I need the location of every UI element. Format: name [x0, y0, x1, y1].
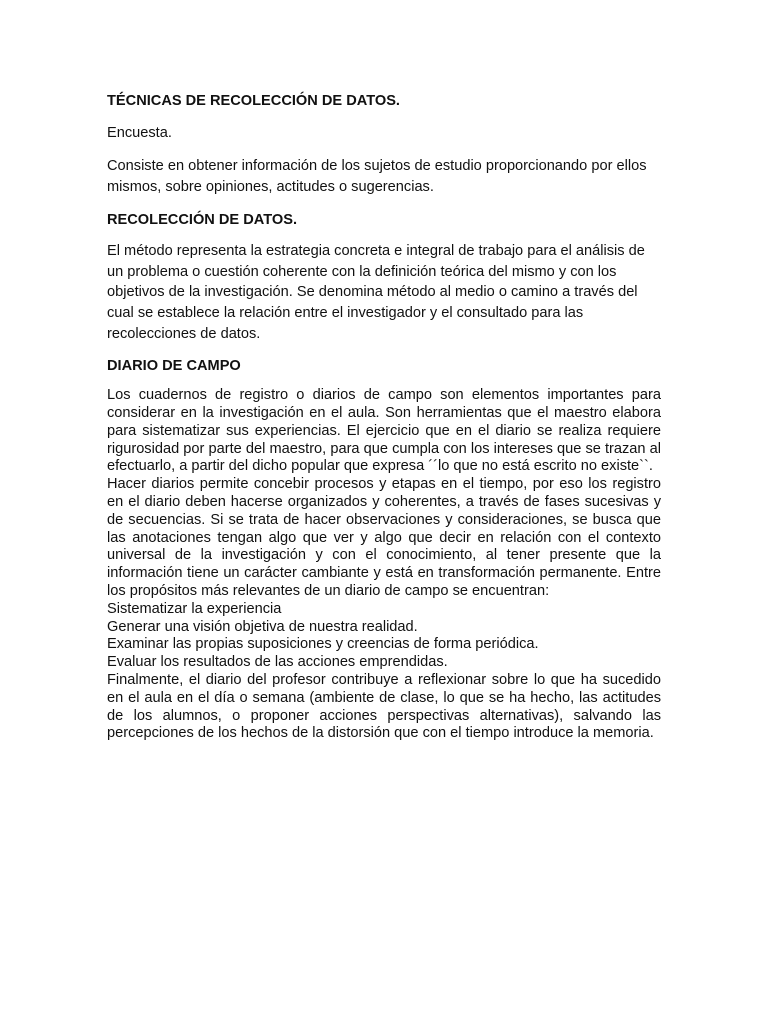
paragraph-diario-1: Los cuadernos de registro o diarios de campo son elementos importantes para considerar en la investigación en el aula. Son herramientas que el maestro elabora para sistematizar sus experiencias. El ejercicio que en el diario se realiza requiere rigurosidad por parte del maestro, para que cumpla con los intereses que se trazan al efectuarlo, a partir del dicho popular que expresa ´´lo que no está escrito no existe``.	[107, 387, 661, 475]
document-page	[107, 91, 661, 743]
paragraph-diario-2: Hacer diarios permite concebir procesos y etapas en el tiempo, por eso los registro en el diario deben hacerse organizados y coherentes, a través de fases sucesivas y de secuencias. Si se trata de hacer observaciones y consideraciones, se busca que las anotaciones tengan algo que ver y algo que decir en relación con el contexto universal de la investigación y con el conocimiento, al tener presente que la información tiene un carácter cambiante y está en transformación permanente. Entre los propósitos más relevantes de un diario de campo se encuentran:	[107, 476, 661, 599]
list-item-purpose: Sistematizar la experiencia	[107, 600, 282, 617]
paragraph-recoleccion: El método representa la estrategia concreta e integral de trabajo para el análisis de un problema o cuestión coherente con la definición teórica del mismo y con los objetivos de la investigación. Se denomina método al medio o camino a través del cual se establece la relación entre el investigador y el consultado para las recolecciones de datos.	[107, 243, 645, 342]
section-title-tecnicas: TÉCNICAS DE RECOLECCIÓN DE DATOS.	[107, 93, 400, 109]
subtitle-encuesta: Encuesta.	[107, 125, 172, 141]
list-item-purpose: Generar una visión objetiva de nuestra realidad.	[107, 618, 418, 635]
section-title-diario-de-campo: DIARIO DE CAMPO	[107, 358, 241, 375]
diario-body	[107, 387, 661, 743]
paragraph-diario-3: Finalmente, el diario del profesor contribuye a reflexionar sobre lo que ha sucedido en el aula en el día o semana (ambiente de clase, lo que se ha hecho, las actitudes de los alumnos, o proponer acciones perspectivas alternativas), salvando las percepciones de los hechos de la distorsión que con el tiempo introduce la memoria.	[107, 671, 661, 742]
paragraph-encuesta: Consiste en obtener información de los sujetos de estudio proporcionando por ellos mismos, sobre opiniones, actitudes o sugerencias.	[107, 158, 647, 195]
section-title-recoleccion: RECOLECCIÓN DE DATOS.	[107, 212, 298, 229]
list-item-purpose: Examinar las propias suposiciones y creencias de forma periódica.	[107, 636, 539, 653]
list-item-purpose: Evaluar los resultados de las acciones emprendidas.	[107, 654, 448, 671]
